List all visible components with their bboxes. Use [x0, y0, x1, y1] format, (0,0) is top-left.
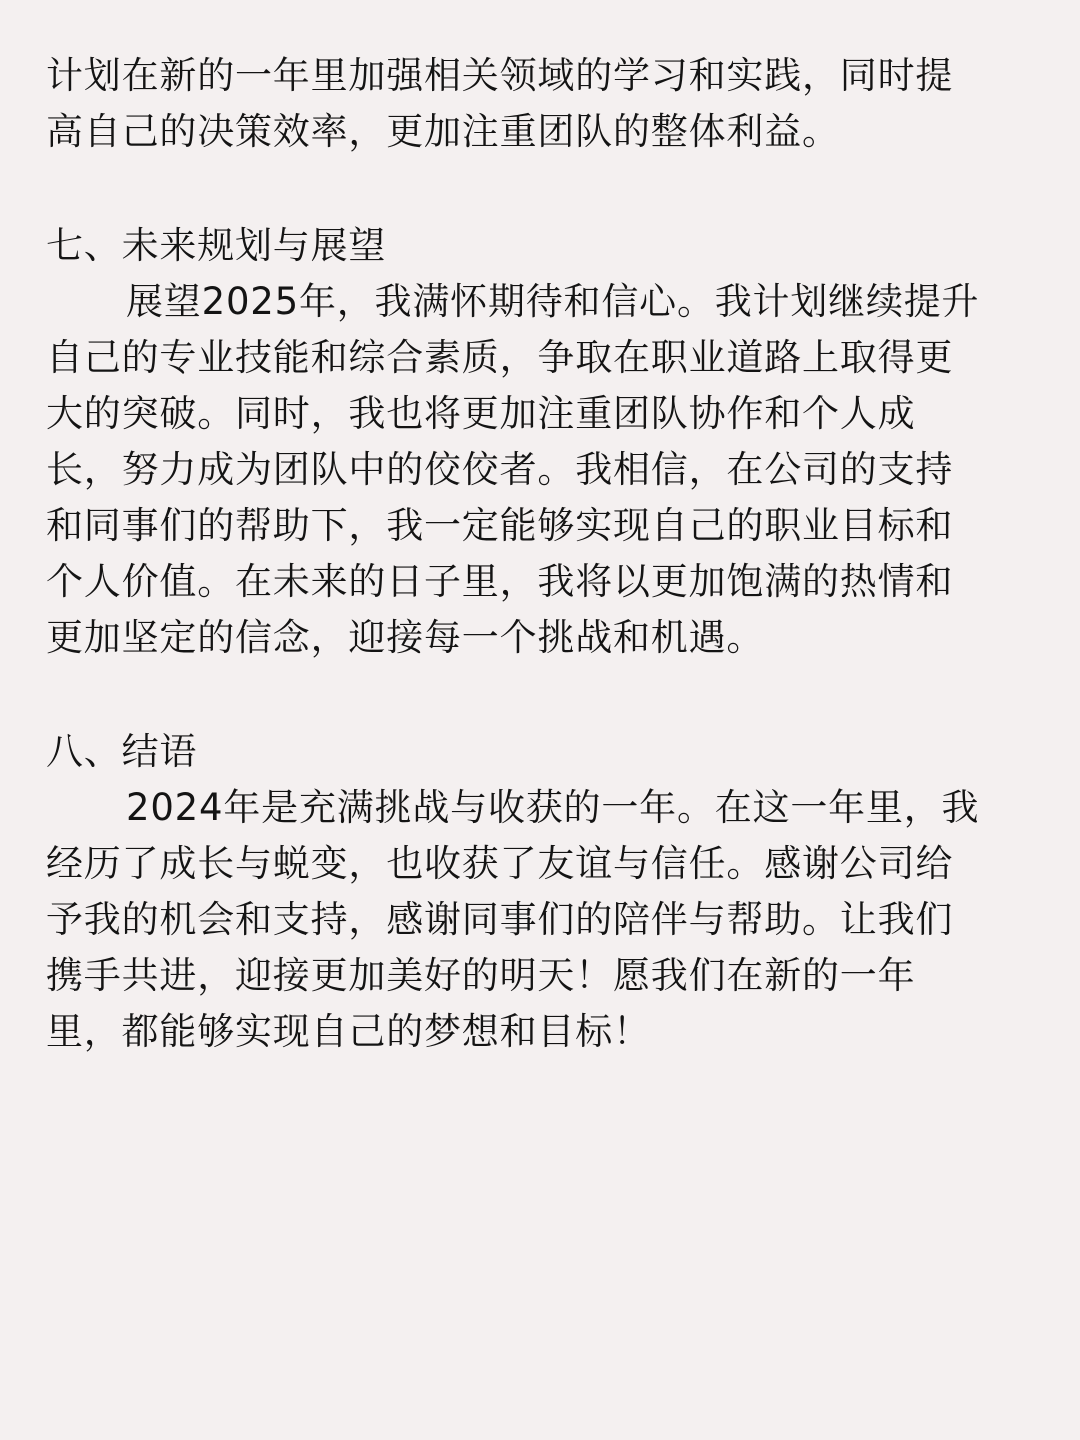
paragraph-line: 高自己的决策效率，更加注重团队的整体利益。 [46, 110, 840, 153]
paragraph-line: 长，努力成为团队中的佼佼者。我相信，在公司的支持 [46, 448, 954, 491]
paragraph-line: 经历了成长与蜕变，也收获了友谊与信任。感谢公司给 [46, 842, 954, 885]
section-heading: 七、未来规划与展望 [46, 224, 387, 267]
paragraph-line: 2024年是充满挑战与收获的一年。在这一年里，我 [126, 786, 980, 829]
paragraph-line: 个人价值。在未来的日子里，我将以更加饱满的热情和 [46, 560, 954, 603]
paragraph-line: 计划在新的一年里加强相关领域的学习和实践，同时提 [46, 54, 954, 97]
paragraph-line: 自己的专业技能和综合素质，争取在职业道路上取得更 [46, 336, 954, 379]
paragraph-line: 大的突破。同时，我也将更加注重团队协作和个人成 [46, 392, 916, 435]
paragraph-line: 和同事们的帮助下，我一定能够实现自己的职业目标和 [46, 504, 954, 547]
paragraph-line: 里，都能够实现自己的梦想和目标！ [46, 1010, 651, 1053]
paragraph-line: 展望2025年，我满怀期待和信心。我计划继续提升 [126, 280, 980, 323]
section-heading: 八、结语 [46, 730, 198, 773]
paragraph-line: 予我的机会和支持，感谢同事们的陪伴与帮助。让我们 [46, 898, 954, 941]
paragraph-line: 携手共进，迎接更加美好的明天！愿我们在新的一年 [46, 954, 916, 997]
paragraph-line: 更加坚定的信念，迎接每一个挑战和机遇。 [46, 616, 765, 659]
